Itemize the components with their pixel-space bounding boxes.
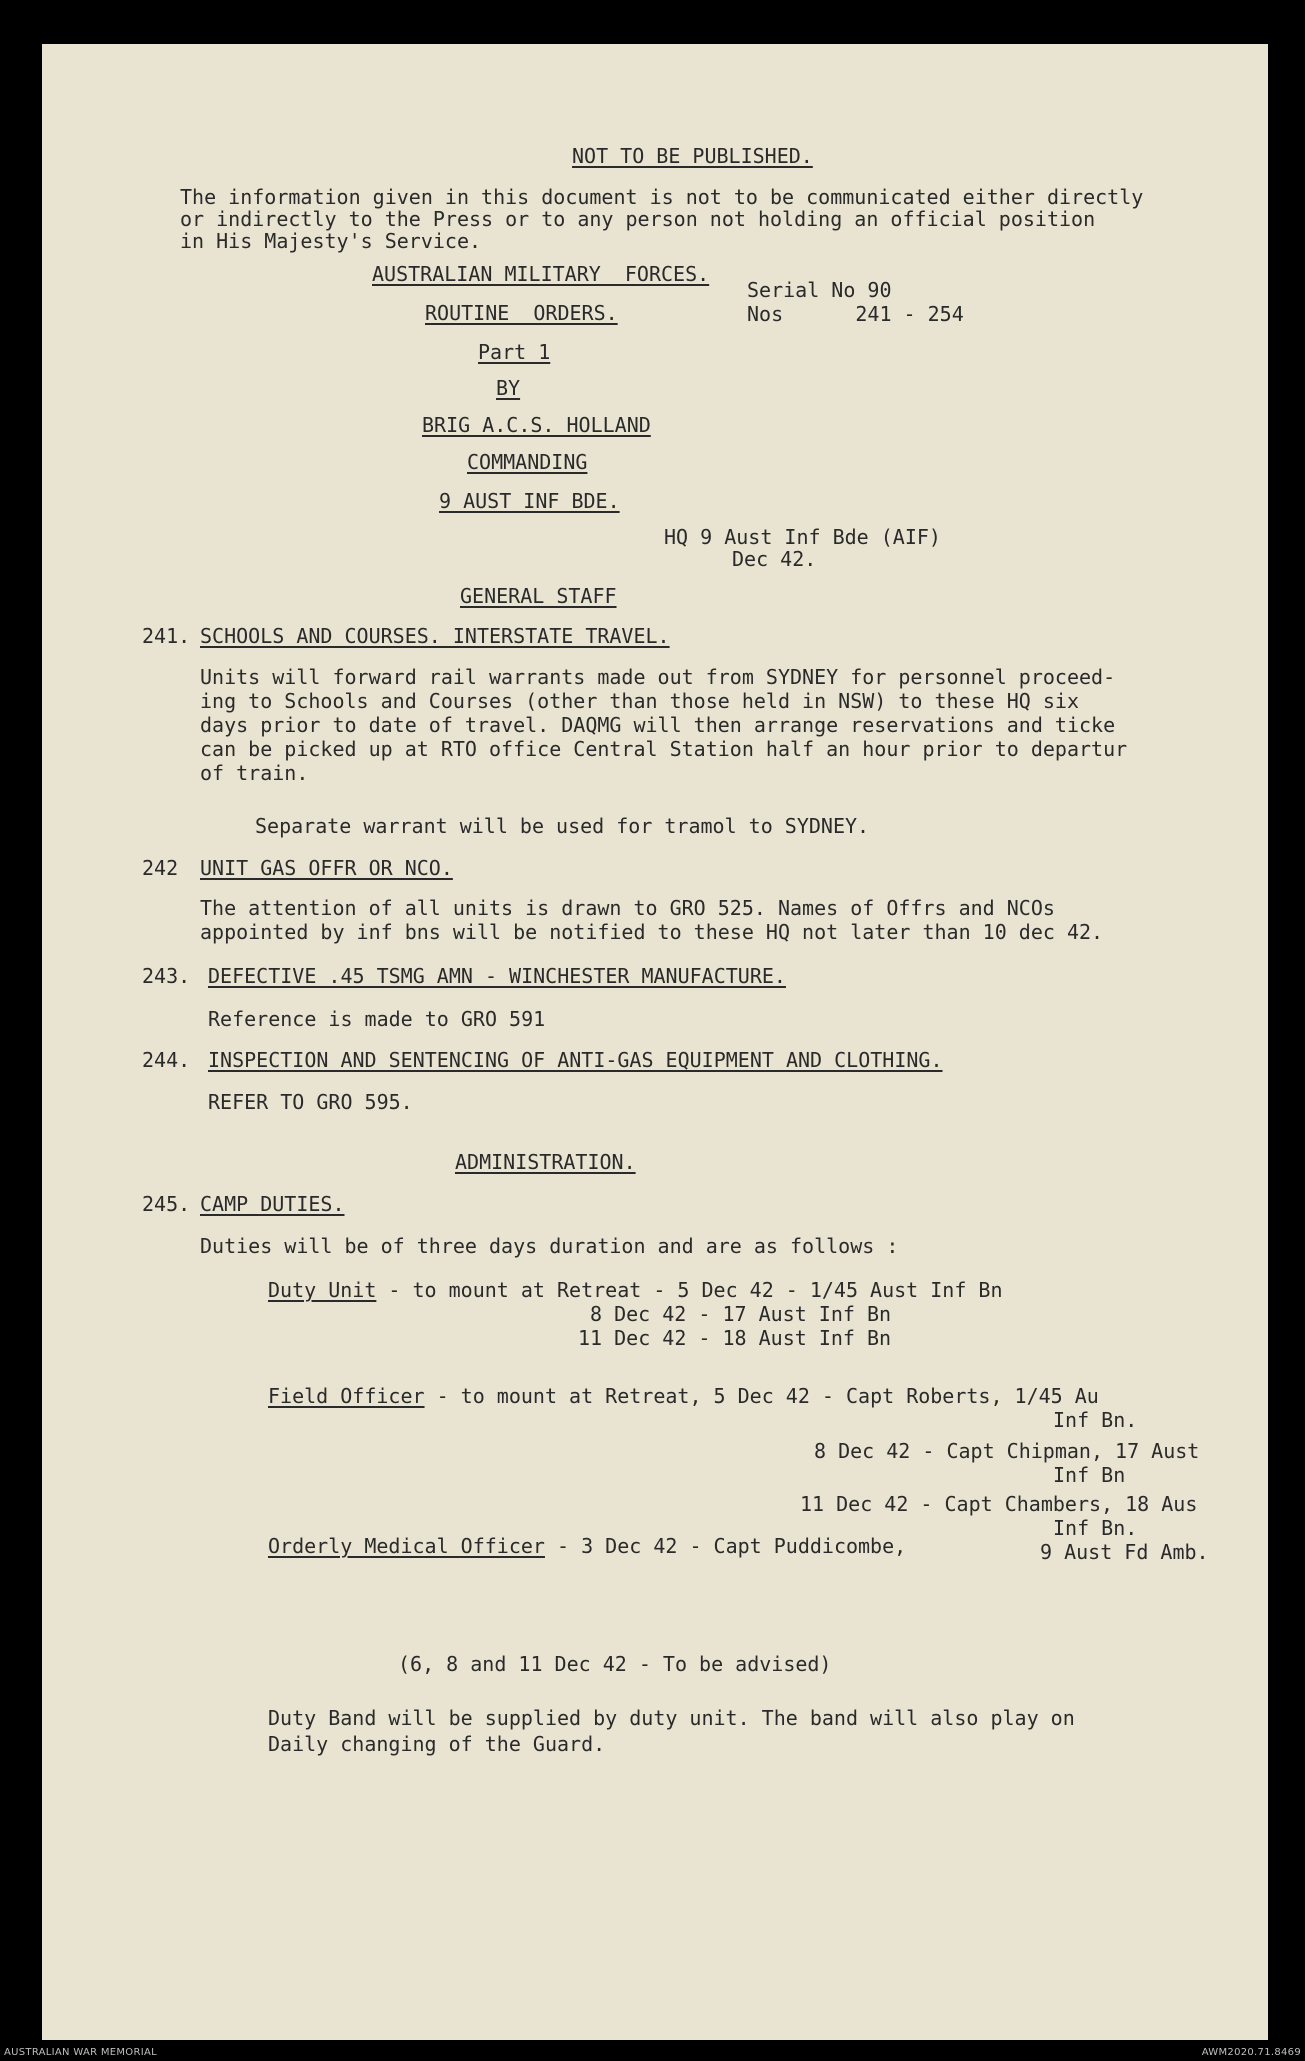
part-heading: Part 1: [478, 340, 551, 364]
notice-line-2: or indirectly to the Press or to any person not holding an official position: [180, 207, 1096, 231]
item-243-body: Reference is made to GRO 591: [208, 1007, 546, 1031]
field-officer-row-1b: Inf Bn.: [1053, 1408, 1138, 1432]
forces-heading: AUSTRALIAN MILITARY FORCES.: [372, 262, 710, 286]
item-243-title: DEFECTIVE .45 TSMG AMN - WINCHESTER MANUFACTURE.: [208, 964, 786, 988]
item-245-intro: Duties will be of three days duration and are as follows :: [200, 1234, 899, 1258]
order-numbers: Nos 241 - 254: [747, 302, 964, 326]
footer-archive-name: AUSTRALIAN WAR MEMORIAL: [4, 2047, 157, 2058]
notice-line-1: The information given in this document is not to be communicated either directly: [180, 185, 1144, 209]
field-officer-row-3: 11 Dec 42 - Capt Chambers, 18 Aus: [800, 1492, 1198, 1516]
duty-unit-row-2: 8 Dec 42 - 17 Aust Inf Bn: [590, 1302, 892, 1326]
hq-date: Dec 42.: [732, 547, 817, 571]
medical-officer-label: Orderly Medical Officer: [268, 1534, 545, 1558]
commander-name: BRIG A.C.S. HOLLAND: [422, 413, 651, 437]
field-officer-row-3b: Inf Bn.: [1053, 1516, 1138, 1540]
item-241-note: Separate warrant will be used for tramol to SYDNEY.: [255, 814, 870, 838]
item-245-title: CAMP DUTIES.: [200, 1192, 345, 1216]
medical-officer-text: - 3 Dec 42 - Capt Puddicombe,: [544, 1534, 907, 1558]
item-241-title: SCHOOLS AND COURSES. INTERSTATE TRAVEL.: [200, 624, 670, 648]
footer-reference-number: AWM2020.71.8469: [1201, 2047, 1301, 2058]
duty-unit-label: Duty Unit: [268, 1278, 377, 1302]
duty-unit-row: [268, 1278, 1003, 1302]
item-241-line-2: ing to Schools and Courses (other than those held in NSW) to these HQ six: [200, 689, 1079, 713]
routine-orders-heading: ROUTINE ORDERS.: [425, 301, 618, 325]
field-officer-row-2b: Inf Bn: [1053, 1463, 1126, 1487]
field-officer-text: - to mount at Retreat, 5 Dec 42 - Capt Roberts, 1/45 Au: [424, 1384, 1099, 1408]
field-officer-row: [268, 1384, 1099, 1408]
item-244-body: REFER TO GRO 595.: [208, 1090, 413, 1114]
band-line-1: Duty Band will be supplied by duty unit. The band will also play on: [268, 1706, 1075, 1730]
item-244-number: 244.: [142, 1048, 191, 1072]
item-244-title: INSPECTION AND SENTENCING OF ANTI-GAS EQUIPMENT AND CLOTHING.: [208, 1048, 943, 1072]
hq-line: HQ 9 Aust Inf Bde (AIF): [664, 525, 941, 549]
item-242-line-2: appointed by inf bns will be notified to these HQ not later than 10 dec 42.: [200, 920, 1104, 944]
medical-officer-row: [268, 1534, 906, 1558]
unit-heading: 9 AUST INF BDE.: [439, 489, 620, 513]
item-242-number: 242: [142, 856, 179, 880]
medical-officer-unit: 9 Aust Fd Amb.: [1040, 1540, 1209, 1564]
duty-unit-row-3: 11 Dec 42 - 18 Aust Inf Bn: [578, 1326, 892, 1350]
administration-heading: ADMINISTRATION.: [455, 1150, 636, 1174]
item-241-number: 241.: [142, 624, 191, 648]
item-243-number: 243.: [142, 964, 191, 988]
serial-number: Serial No 90: [747, 278, 892, 302]
item-241-line-1: Units will forward rail warrants made out from SYDNEY for personnel proceed-: [200, 665, 1116, 689]
notice-line-3: in His Majesty's Service.: [180, 229, 482, 253]
duty-unit-text: - to mount at Retreat - 5 Dec 42 - 1/45 Aust Inf Bn: [376, 1278, 1003, 1302]
item-245-number: 245.: [142, 1192, 191, 1216]
item-242-title: UNIT GAS OFFR OR NCO.: [200, 856, 453, 880]
by-heading: BY: [496, 376, 521, 400]
item-241-line-4: can be picked up at RTO office Central Station half an hour prior to departur: [200, 737, 1128, 761]
item-242-line-1: The attention of all units is drawn to GRO 525. Names of Offrs and NCOs: [200, 896, 1055, 920]
field-officer-row-2: 8 Dec 42 - Capt Chipman, 17 Aust: [814, 1439, 1200, 1463]
band-line-2: Daily changing of the Guard.: [268, 1732, 606, 1756]
document-page: [42, 44, 1268, 2040]
commanding-heading: COMMANDING: [467, 450, 588, 474]
item-241-line-5: of train.: [200, 761, 309, 785]
item-241-line-3: days prior to date of travel. DAQMG will then arrange reservations and ticke: [200, 713, 1116, 737]
to-be-advised: (6, 8 and 11 Dec 42 - To be advised): [398, 1652, 832, 1676]
general-staff-heading: GENERAL STAFF: [460, 584, 617, 608]
field-officer-label: Field Officer: [268, 1384, 425, 1408]
not-published-heading: NOT TO BE PUBLISHED.: [572, 144, 813, 168]
